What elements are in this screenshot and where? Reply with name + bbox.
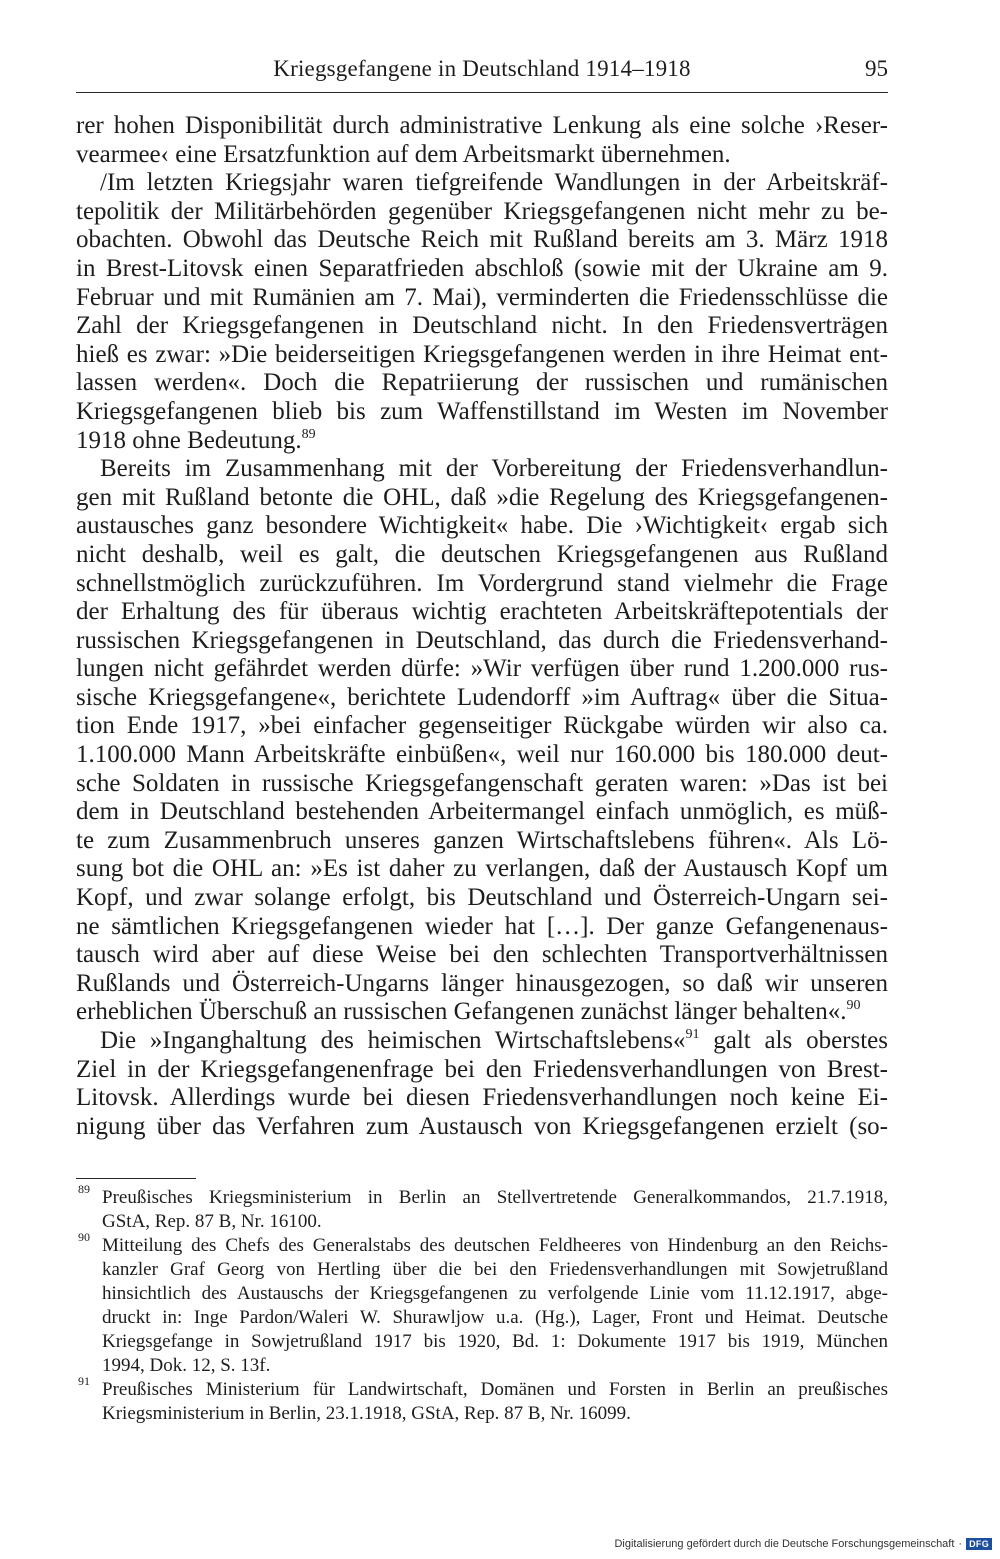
line-text: sche Soldaten in russische Kriegsgefangenschaft geraten waren: »Das ist bei	[76, 769, 888, 797]
text-line	[76, 112, 888, 141]
line-text: in Brest-Litovsk einen Separatfrieden abschloß (sowie mit der Ukraine am 9.	[76, 254, 888, 282]
footnote-line: GStA, Rep. 87 B, Nr. 16100.	[102, 1211, 322, 1232]
text-line	[76, 655, 888, 684]
text-line	[76, 712, 888, 741]
line-text: Die »Inganghaltung des heimischen Wirtschaftslebens«	[100, 1027, 686, 1054]
footnote-91	[76, 1374, 888, 1426]
line-text: vearmee‹ eine Ersatzfunktion auf dem Arbeitsmarkt übernehmen.	[76, 140, 731, 168]
line-text: tion Ende 1917, »bei einfacher gegenseitiger Rückgabe würden wir also ca.	[76, 712, 888, 740]
text-line	[76, 855, 888, 884]
text-line	[76, 512, 888, 541]
footnote-line: Preußisches Kriegsministerium in Berlin an Stellvertretende Generalkommandos, 21.7.1918,	[102, 1187, 888, 1208]
line-text: Kriegsgefangenen blieb bis zum Waffenstillstand im Westen im November	[76, 397, 888, 425]
line-text: schnellstmöglich zurückzuführen. Im Vordergrund stand vielmehr die Frage	[76, 569, 888, 597]
text-line	[76, 627, 888, 656]
line-text: russischen Kriegsgefangenen in Deutschland, das durch die Friedensverhand-	[76, 626, 888, 654]
footnote-reference: 90	[846, 998, 861, 1014]
line-text: ne sämtlichen Kriegsgefangenen wieder hat […]. Der ganze Gefangenenaus-	[76, 912, 888, 940]
text-line	[76, 770, 888, 799]
text-line	[76, 1084, 888, 1113]
line-text: 1.100.000 Mann Arbeitskräfte einbüßen«, weil nur 160.000 bis 180.000 deut-	[76, 741, 888, 769]
line-text: Litovsk. Allerdings wurde bei diesen Friedensverhandlungen noch keine Ei-	[76, 1084, 888, 1112]
line-text: nicht deshalb, weil es galt, die deutschen Kriegsgefangenen aus Rußland	[76, 540, 888, 568]
footnote-90	[76, 1230, 888, 1378]
footnote-number: 90	[78, 1230, 90, 1244]
line-text: gen mit Rußland betonte die OHL, daß »die Regelung des Kriegsgefangenen-	[76, 483, 888, 511]
line-text: rer hohen Disponibilität durch administrative Lenkung als eine solche ›Reser-	[76, 112, 888, 139]
running-title: Kriegsgefangene in Deutschland 1914–1918	[273, 56, 691, 81]
text-line	[76, 198, 888, 227]
footnote-reference: 91	[685, 1027, 700, 1042]
text-line	[76, 741, 888, 770]
footnote-line: Kriegsministerium in Berlin, 23.1.1918, GStA, Rep. 87 B, Nr. 16099.	[102, 1403, 631, 1424]
footnote-line: Kriegsgefange in Sowjetrußland 1917 bis 1920, Bd. 1: Dokumente 1917 bis 1919, München	[102, 1331, 888, 1352]
text-line	[76, 484, 888, 513]
text-line	[76, 998, 888, 1027]
footnote-line: Mitteilung des Chefs des Generalstabs des deutschen Feldheeres von Hindenburg an den Reichs-	[102, 1235, 888, 1256]
line-text: obachten. Obwohl das Deutsche Reich mit Rußland bereits am 3. März 1918	[76, 226, 888, 254]
text-line	[76, 684, 888, 713]
text-line	[76, 827, 888, 856]
page-number: 95	[865, 56, 888, 81]
line-text: Zahl der Kriegsgefangenen in Deutschland nicht. In den Friedensverträgen	[76, 312, 888, 340]
footnote-number: 89	[78, 1182, 90, 1196]
text-line	[76, 312, 888, 341]
text-line	[76, 255, 888, 284]
text-line	[76, 226, 888, 255]
text-line	[76, 970, 888, 999]
line-text: tepolitik der Militärbehörden gegenüber Kriegsgefangenen nicht mehr zu be-	[76, 197, 888, 225]
line-text: Kopf, und zwar solange erfolgt, bis Deutschland und Österreich-Ungarn sei-	[76, 884, 888, 912]
footnote-line: druckt in: Inge Pardon/Waleri W. Shurawljow u.a. (Hg.), Lager, Front und Heimat. Deutsche	[102, 1307, 888, 1328]
text-line	[76, 169, 888, 198]
line-text: nigung über das Verfahren zum Austausch von Kriegsgefangenen erzielt (so-	[76, 1112, 888, 1140]
footnote-line: kanzler Graf Georg von Hertling über die bei den Friedensverhandlungen mit Sowjetrußland	[102, 1259, 888, 1280]
line-text: Rußlands und Österreich-Ungarns länger hinausgezogen, so daß wir unseren	[76, 969, 888, 997]
line-text: der Erhaltung des für überaus wichtig erachteten Arbeitskräftepotentials der	[76, 598, 888, 626]
line-text: hieß es zwar: »Die beiderseitigen Kriegsgefangenen werden in ihre Heimat ent-	[76, 340, 888, 368]
line-text: dem in Deutschland bestehenden Arbeitermangel einfach unmöglich, es müß-	[76, 798, 888, 826]
footnote-line: Preußisches Ministerium für Landwirtschaft, Domänen und Forsten in Berlin an preußisches	[102, 1379, 888, 1400]
line-text: lungen nicht gefährdet werden dürfe: »Wir verfügen über rund 1.200.000 rus-	[76, 655, 888, 683]
text-line	[76, 341, 888, 370]
dfg-logo-icon: DFG	[966, 1538, 992, 1550]
line-text: erheblichen Überschuß an russischen Gefangenen zunächst länger behalten«.	[76, 998, 847, 1026]
text-line	[76, 455, 888, 484]
text-line	[76, 570, 888, 599]
line-text: te zum Zusammenbruch unseres ganzen Wirtschaftslebens führen«. Als Lö-	[76, 826, 888, 854]
line-text: austausches ganz besondere Wichtigkeit« habe. Die ›Wichtigkeit‹ ergab sich	[76, 512, 888, 540]
line-text-continued: galt als oberstes	[699, 1027, 888, 1054]
text-line	[76, 427, 888, 456]
line-text: Ziel in der Kriegsgefangenenfrage bei den Friedensverhandlungen von Brest-	[76, 1055, 888, 1083]
credit-text: Digitalisierung gefördert durch die Deutsche Forschungsgemeinschaft	[614, 1538, 955, 1550]
text-line	[76, 913, 888, 942]
body-text	[76, 112, 888, 1141]
footnote-line: 1994, Dok. 12, S. 13f.	[102, 1355, 271, 1376]
dfg-credit: Digitalisierung gefördert durch die Deutsche Forschungsgemeinschaft · DFG	[614, 1538, 992, 1550]
line-text: sung bot die OHL an: »Es ist daher zu verlangen, daß der Austausch Kopf um	[76, 855, 888, 883]
line-text: /Im letzten Kriegsjahr waren tiefgreifende Wandlungen in der Arbeitskräf-	[100, 169, 888, 197]
text-line	[76, 398, 888, 427]
footnote-rule	[76, 1178, 196, 1179]
text-line	[76, 1056, 888, 1085]
footnote-89	[76, 1182, 888, 1234]
footnote-reference: 89	[301, 426, 316, 442]
text-line	[76, 941, 888, 970]
text-line	[76, 284, 888, 313]
line-text: tausch wird aber auf diese Weise bei den schlechten Transportverhältnissen	[76, 941, 888, 969]
footnotes	[76, 1182, 888, 1426]
line-text: Bereits im Zusammenhang mit der Vorbereitung der Friedensverhandlun-	[100, 455, 888, 483]
footnote-line: hinsichtlich des Austauschs der Kriegsgefangenen zu verfolgende Linie vom 11.12.1917, abge-	[102, 1283, 888, 1304]
line-text: sische Kriegsgefangene«, berichtete Ludendorff »im Auftrag« über die Situa-	[76, 683, 888, 711]
text-line	[76, 369, 888, 398]
line-text: lassen werden«. Doch die Repatriierung der russischen und rumänischen	[76, 369, 888, 397]
running-head	[76, 52, 888, 93]
text-line	[76, 1113, 888, 1142]
text-line	[76, 1027, 888, 1056]
footnote-number: 91	[78, 1374, 90, 1388]
text-line	[76, 541, 888, 570]
text-line	[76, 884, 888, 913]
line-text: Februar und mit Rumänien am 7. Mai), verminderten die Friedensschlüsse die	[76, 283, 888, 311]
text-line	[76, 798, 888, 827]
text-line	[76, 141, 888, 170]
line-text: 1918 ohne Bedeutung.	[76, 426, 302, 454]
text-line	[76, 598, 888, 627]
